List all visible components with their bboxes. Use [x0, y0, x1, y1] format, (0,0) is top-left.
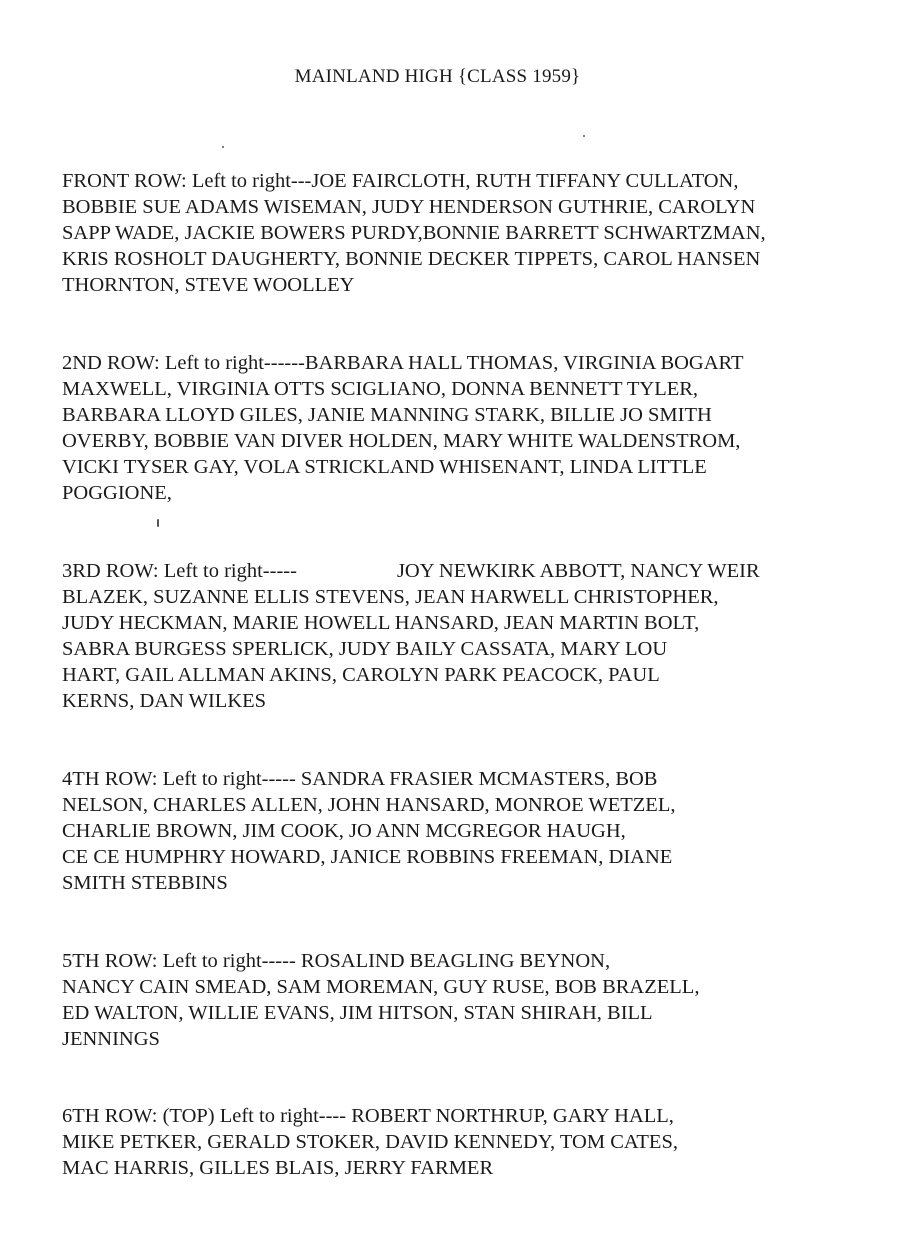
text-line: JENNINGS [62, 1028, 160, 1050]
text-line: SABRA BURGESS SPERLICK, JUDY BAILY CASSATA, MARY LOU [62, 638, 668, 660]
text-line: 6TH ROW: (TOP) Left to right---- ROBERT NORTHRUP, GARY HALL, [62, 1105, 674, 1127]
text-line: CE CE HUMPHRY HOWARD, JANICE ROBBINS FREEMAN, DIANE [62, 846, 673, 868]
text-line: MAXWELL, VIRGINIA OTTS SCIGLIANO, DONNA BENNETT TYLER, [62, 378, 699, 400]
front-row-names [62, 168, 862, 298]
text-line: 4TH ROW: Left to right----- SANDRA FRASIER MCMASTERS, BOB [62, 768, 658, 790]
text-line: SMITH STEBBINS [62, 872, 228, 894]
row-names-text: JOY NEWKIRK ABBOTT, NANCY WEIR [396, 560, 760, 582]
second-row-names [62, 350, 862, 506]
text-line: 2ND ROW: Left to right------BARBARA HALL THOMAS, VIRGINIA BOGART [62, 352, 744, 374]
text-line: JUDY HECKMAN, MARIE HOWELL HANSARD, JEAN MARTIN BOLT, [62, 612, 700, 634]
scan-speck [157, 519, 159, 527]
row-lead-text: 3RD ROW: Left to right----- [62, 560, 297, 582]
text-line: SAPP WADE, JACKIE BOWERS PURDY,BONNIE BARRETT SCHWARTZMAN, [62, 222, 766, 244]
third-row-names [62, 558, 862, 714]
text-line: OVERBY, BOBBIE VAN DIVER HOLDEN, MARY WHITE WALDENSTROM, [62, 430, 741, 452]
text-line: ED WALTON, WILLIE EVANS, JIM HITSON, STAN SHIRAH, BILL [62, 1002, 653, 1024]
text-line: MAC HARRIS, GILLES BLAIS, JERRY FARMER [62, 1157, 494, 1179]
text-line: KRIS ROSHOLT DAUGHERTY, BONNIE DECKER TIPPETS, CAROL HANSEN [62, 248, 761, 270]
text-line: POGGIONE, [62, 482, 172, 504]
text-line: NELSON, CHARLES ALLEN, JOHN HANSARD, MONROE WETZEL, [62, 794, 676, 816]
text-line: BLAZEK, SUZANNE ELLIS STEVENS, JEAN HARWELL CHRISTOPHER, [62, 586, 719, 608]
scan-speck [222, 146, 224, 148]
text-line: BOBBIE SUE ADAMS WISEMAN, JUDY HENDERSON GUTHRIE, CAROLYN [62, 196, 756, 218]
text-line: MIKE PETKER, GERALD STOKER, DAVID KENNEDY, TOM CATES, [62, 1131, 678, 1153]
text-line: KERNS, DAN WILKES [62, 690, 267, 712]
text-line: FRONT ROW: Left to right---JOE FAIRCLOTH, RUTH TIFFANY CULLATON, [62, 170, 739, 192]
text-line [62, 558, 862, 584]
document-title: MAINLAND HIGH {CLASS 1959} [294, 66, 581, 87]
fourth-row-names [62, 766, 862, 896]
sixth-row-names [62, 1103, 862, 1181]
scan-speck [583, 135, 585, 137]
text-line: THORNTON, STEVE WOOLLEY [62, 274, 355, 296]
fifth-row-names [62, 948, 862, 1052]
text-line: VICKI TYSER GAY, VOLA STRICKLAND WHISENANT, LINDA LITTLE [62, 456, 707, 478]
text-line: NANCY CAIN SMEAD, SAM MOREMAN, GUY RUSE, BOB BRAZELL, [62, 976, 700, 998]
text-line: BARBARA LLOYD GILES, JANIE MANNING STARK, BILLIE JO SMITH [62, 404, 712, 426]
text-line: 5TH ROW: Left to right----- ROSALIND BEAGLING BEYNON, [62, 950, 611, 972]
text-line: CHARLIE BROWN, JIM COOK, JO ANN MCGREGOR HAUGH, [62, 820, 626, 842]
text-line: HART, GAIL ALLMAN AKINS, CAROLYN PARK PEACOCK, PAUL [62, 664, 660, 686]
